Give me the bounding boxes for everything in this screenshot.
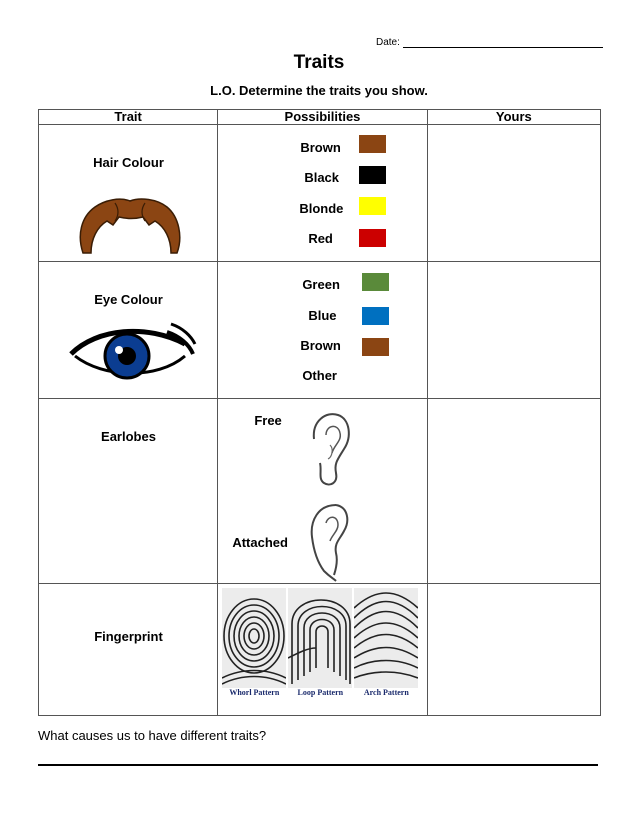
loop-fingerprint-icon <box>288 588 352 688</box>
possibilities-cell-hair <box>218 125 427 262</box>
trait-cell-hair <box>39 125 218 262</box>
option-eye-blue: Blue <box>308 308 337 323</box>
header-yours: Yours <box>427 110 600 125</box>
attached-earlobe-icon <box>304 501 354 583</box>
swatch-hair-blonde <box>359 197 386 215</box>
option-hair-blonde: Blonde <box>299 201 344 216</box>
table-row-hair <box>39 125 601 262</box>
swatch-eye-blue <box>362 307 389 325</box>
swatch-eye-brown <box>362 338 389 356</box>
arch-fingerprint-icon <box>354 588 418 688</box>
page-title: Traits <box>293 52 345 73</box>
option-eye-other: Other <box>302 368 337 383</box>
yours-cell-eye[interactable] <box>427 262 600 399</box>
header-possibilities: Possibilities <box>218 110 427 125</box>
answer-line[interactable] <box>38 764 598 766</box>
hair-icon <box>75 195 185 255</box>
yours-cell-fingerprint[interactable] <box>427 584 600 716</box>
possibilities-cell-fingerprint <box>218 584 427 716</box>
eye-icon <box>67 320 197 386</box>
possibilities-cell-eye <box>218 262 427 399</box>
date-blank-line[interactable] <box>403 38 603 48</box>
swatch-hair-red <box>359 229 386 247</box>
question-text: What causes us to have different traits? <box>38 728 267 743</box>
table-row-fingerprint <box>39 584 601 716</box>
trait-label-fingerprint: Fingerprint <box>94 629 163 644</box>
caption-whorl: Whorl Pattern <box>229 688 280 697</box>
trait-cell-eye <box>39 262 218 399</box>
date-field <box>376 37 603 48</box>
date-label: Date: <box>376 37 400 48</box>
free-earlobe-icon <box>304 409 354 489</box>
trait-cell-earlobes <box>39 399 218 584</box>
header-trait: Trait <box>39 110 218 125</box>
trait-cell-fingerprint <box>39 584 218 716</box>
swatch-hair-black <box>359 166 386 184</box>
option-earlobe-free: Free <box>254 413 282 428</box>
swatch-hair-brown <box>359 135 386 153</box>
option-hair-brown: Brown <box>300 140 341 155</box>
option-eye-green: Green <box>302 277 340 292</box>
table-header-row <box>39 110 601 125</box>
caption-loop: Loop Pattern <box>297 688 344 697</box>
option-eye-brown: Brown <box>300 338 341 353</box>
possibilities-cell-earlobes <box>218 399 427 584</box>
yours-cell-hair[interactable] <box>427 125 600 262</box>
trait-label-earlobes: Earlobes <box>101 429 156 444</box>
learning-objective: L.O. Determine the traits you show. <box>210 83 428 98</box>
trait-label-hair: Hair Colour <box>93 155 164 170</box>
option-hair-red: Red <box>308 231 333 246</box>
swatch-eye-green <box>362 273 389 291</box>
caption-arch: Arch Pattern <box>363 688 409 697</box>
option-earlobe-attached: Attached <box>232 535 288 550</box>
table-row-eye <box>39 262 601 399</box>
table-row-earlobes <box>39 399 601 584</box>
whorl-fingerprint-icon <box>222 588 286 688</box>
trait-label-eye: Eye Colour <box>94 292 163 307</box>
traits-table <box>38 109 601 716</box>
yours-cell-earlobes[interactable] <box>427 399 600 584</box>
option-hair-black: Black <box>304 170 340 185</box>
